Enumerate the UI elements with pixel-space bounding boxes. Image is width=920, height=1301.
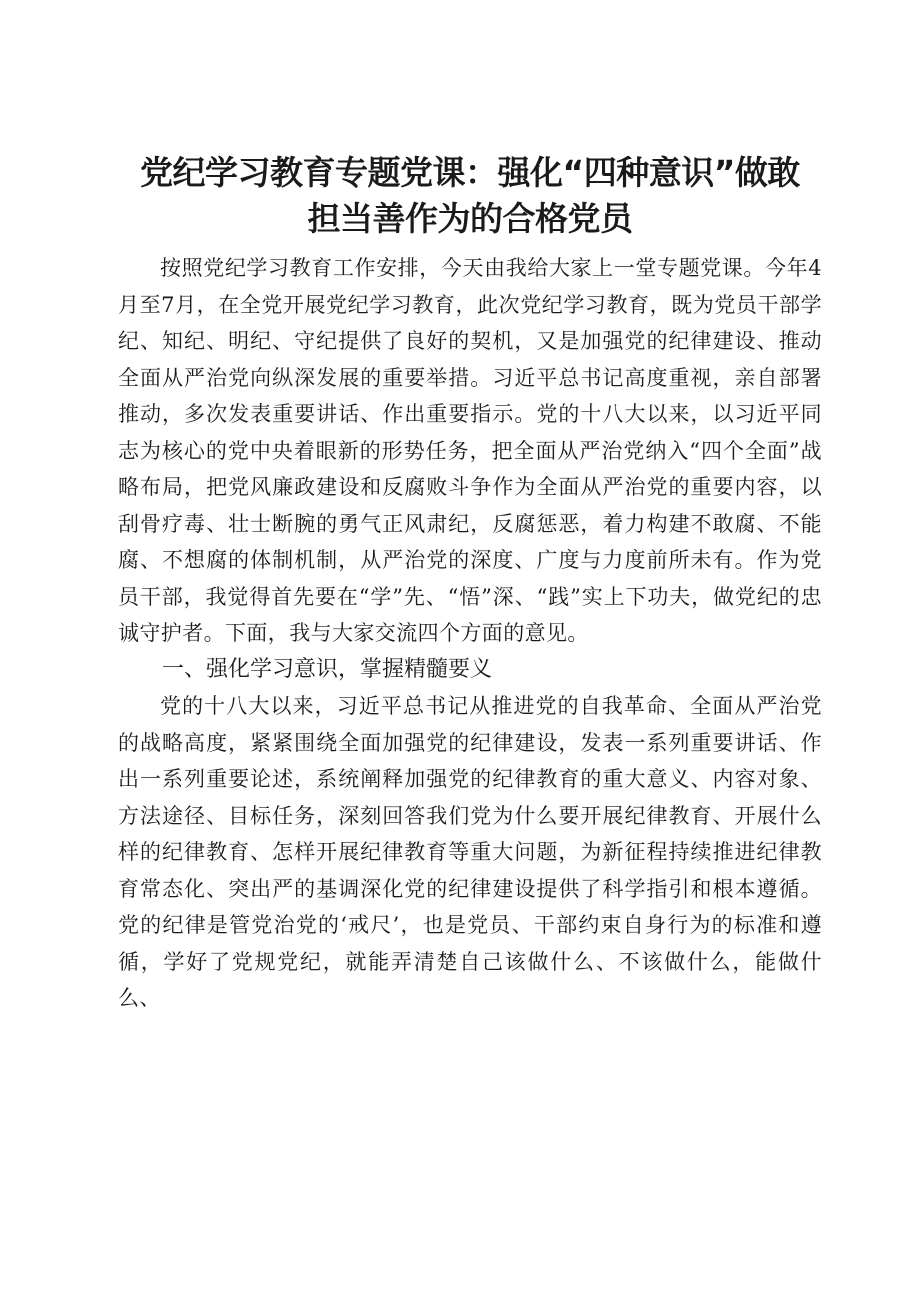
intro-paragraph: 按照党纪学习教育工作安排，今天由我给大家上一堂专题党课。今年4月至7月，在全党开展党纪学习教育，此次党纪学习教育，既为党员干部学纪、知纪、明纪、守纪提供了良好的契机，又是加强党的纪律建设、推动全面从严治党向纵深发展的重要举措。习近平总书记高度重视，亲自部署推动，多次发表重要讲话、作出重要指示。党的十八大以来，以习近平同志为核心的党中央着眼新的形势任务，把全面从严治党纳入“四个全面”战略布局，把党风廉政建设和反腐败斗争作为全面从严治党的重要内容，以刮骨疗毒、壮士断腕的勇气正风肃纪，反腐惩恶，着力构建不敢腐、不能腐、不想腐的体制机制，从严治党的深度、广度与力度前所未有。作为党员干部，我觉得首先要在“学”先、“悟”深、“践”实上下功夫，做党纪的忠诚守护者。下面，我与大家交流四个方面的意见。 xyxy=(118,256,822,645)
document-title xyxy=(118,150,822,242)
section-heading-1: 一、强化学习意识，掌握精髓要义 xyxy=(162,656,493,682)
document-page xyxy=(118,150,822,1017)
section-1-paragraph: 党的十八大以来，习近平总书记从推进党的自我革命、全面从严治党的战略高度，紧紧围绕全面加强党的纪律建设，发表一系列重要讲话、作出一系列重要论述，系统阐释加强党的纪律教育的重大意义、内容对象、方法途径、目标任务，深刻回答我们党为什么要开展纪律教育、开展什么样的纪律教育、怎样开展纪律教育等重大问题，为新征程持续推进纪律教育常态化、突出严的基调深化党的纪律建设提供了科学指引和根本遵循。党的纪律是管党治党的‘戒尺’，也是党员、干部约束自身行为的标准和遵循，学好了党规党纪，就能弄清楚自己该做什么、不该做什么，能做什么、 xyxy=(118,694,822,1010)
title-line-2: 担当善作为的合格党员 xyxy=(307,199,633,238)
title-line-1: 党纪学习教育专题党课：强化“四种意识”做敢 xyxy=(140,153,800,192)
